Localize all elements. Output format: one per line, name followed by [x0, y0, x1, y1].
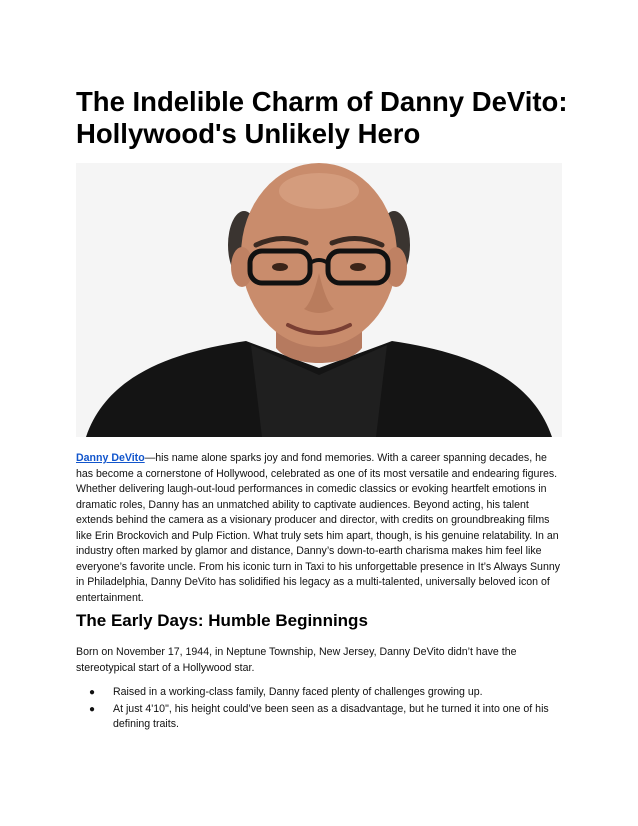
section-heading: The Early Days: Humble Beginnings	[76, 611, 368, 630]
article-title	[76, 86, 576, 150]
section-paragraph: Born on November 17, 1944, in Neptune Township, New Jersey, Danny DeVito didn’t have the stereotypical start of a Hollywood star.	[76, 646, 517, 674]
bullet-icon: ●	[89, 687, 96, 698]
title-line-1: The Indelible Charm of Danny DeVito:	[76, 86, 568, 117]
title-line-2: Hollywood's Unlikely Hero	[76, 118, 421, 149]
portrait-illustration	[76, 163, 562, 437]
intro-text: —his name alone sparks joy and fond memories. With a career spanning decades, he has become a cornerstone of Hollywood, celebrated as one of its most versatile and endearing figures. Whether delivering laugh-out-loud performances in comedic classics or evoking heartfelt emotions in dramatic roles, Danny has an unmatched ability to captivate audiences. Beyond acting, his talent extends behind the camera as a visionary producer and director, with credits on groundbreaking films like Erin Brockovich and Pulp Fiction. What truly sets him apart, though, is his genuine relatability. In an industry often marked by glamor and distance, Danny’s down-to-earth charisma makes him feel like everyone’s favorite uncle. From his iconic turn in Taxi to his unforgettable presence in It’s Always Sunny in Philadelphia, Danny DeVito has solidified his legacy as a multi-talented, universally beloved icon of entertainment.	[76, 452, 561, 604]
bullet-list	[76, 685, 556, 734]
danny-devito-link[interactable]: Danny DeVito	[76, 452, 145, 464]
list-item	[76, 702, 556, 733]
portrait-photo	[76, 163, 562, 437]
list-item-text: At just 4'10", his height could’ve been seen as a disadvantage, but he turned it into one of his defining traits.	[113, 702, 549, 730]
list-item-text: Raised in a working-class family, Danny faced plenty of challenges growing up.	[113, 686, 483, 698]
list-item	[76, 685, 556, 701]
intro-paragraph	[76, 451, 566, 606]
bullet-icon: ●	[89, 703, 96, 715]
